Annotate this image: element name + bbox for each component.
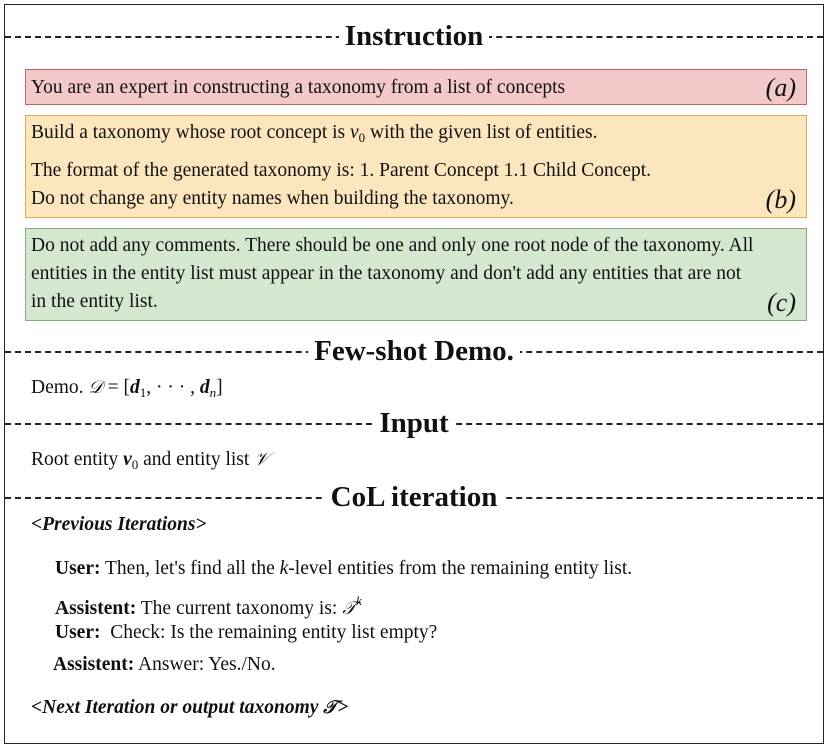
demo-dn-sub: n xyxy=(209,385,217,400)
next-iteration xyxy=(31,695,348,721)
root-var: v xyxy=(350,122,359,143)
box-c-text: Do not add any comments. There should be one and only one root node of the taxonomy. All entities in the entity list must appear in the taxonomy and don't add any entities that are not in the entity list. xyxy=(31,235,754,312)
box-a-tag: (a) xyxy=(765,73,796,102)
previous-iterations: <Previous Iterations> xyxy=(31,514,207,535)
instruction-box-b xyxy=(25,115,807,218)
demo-d1: d xyxy=(130,377,140,398)
input-line xyxy=(31,447,269,478)
box-b-line1-suffix: with the given list of entities. xyxy=(365,122,598,143)
box-b-tag: (b) xyxy=(765,185,796,214)
assistant2-text: Answer: Yes./No. xyxy=(134,654,276,675)
input-title: Input xyxy=(373,407,454,439)
box-a-text: You are an expert in constructing a taxonomy from a list of concepts xyxy=(31,77,566,98)
input-root-var: v xyxy=(123,449,132,470)
next-taxonomy-symbol: 𝒯 xyxy=(323,697,338,718)
next-prefix: <Next Iteration or output taxonomy xyxy=(31,697,324,718)
user2-text: Check: Is the remaining entity list empty? xyxy=(100,622,438,643)
demo-d1-sub: 1 xyxy=(139,385,147,400)
instruction-header xyxy=(5,18,823,54)
user1-text-a: Then, let's find all the xyxy=(100,558,280,579)
demo-dots: , · · · , xyxy=(146,377,200,398)
assistant-label: Assistent: xyxy=(55,598,137,619)
box-b-line1-prefix: Build a taxonomy whose root concept is xyxy=(31,122,350,143)
input-mid: and entity list xyxy=(138,449,255,470)
input-root-sub: 0 xyxy=(131,457,139,472)
input-entity-list-symbol: 𝒱 xyxy=(254,449,270,470)
demo-prefix: Demo. xyxy=(31,377,89,398)
box-b-line3: Do not change any entity names when building the taxonomy. xyxy=(31,188,514,209)
next-suffix: > xyxy=(337,697,349,718)
user-line-2 xyxy=(55,620,437,646)
box-b-line1 xyxy=(31,119,756,152)
user-label: User: xyxy=(55,622,101,643)
taxonomy-symbol: 𝒯 xyxy=(342,598,357,619)
assistant1-text: The current taxonomy is: xyxy=(136,598,343,619)
user-label: User: xyxy=(55,558,101,579)
demo-close: ] xyxy=(216,377,223,398)
fewshot-header xyxy=(5,333,823,369)
instruction-box-c xyxy=(25,228,807,321)
taxonomy-sup: k xyxy=(356,593,362,608)
demo-symbol: 𝒟 xyxy=(88,377,103,398)
col-header xyxy=(5,479,823,515)
assistant-line-1 xyxy=(55,588,362,622)
user-line-1 xyxy=(55,556,632,582)
demo-dn: d xyxy=(199,377,210,398)
assistant-label: Assistent: xyxy=(53,654,135,675)
k-var: k xyxy=(279,558,289,579)
user1-text-b: -level entities from the remaining entity list. xyxy=(288,558,633,579)
demo-eq: = [ xyxy=(102,377,131,398)
col-title: CoL iteration xyxy=(325,481,504,513)
box-b-line2: The format of the generated taxonomy is: 1. Parent Concept 1.1 Child Concept. xyxy=(31,160,652,181)
prompt-frame xyxy=(4,4,824,744)
input-header xyxy=(5,405,823,441)
input-prefix: Root entity xyxy=(31,449,124,470)
box-c-tag: (c) xyxy=(767,288,796,317)
assistant-line-2 xyxy=(53,652,276,678)
instruction-title: Instruction xyxy=(339,20,490,52)
instruction-box-a xyxy=(25,69,807,105)
fewshot-title: Few-shot Demo. xyxy=(308,335,520,367)
root-var-sub: 0 xyxy=(358,130,366,145)
demo-line xyxy=(31,375,223,406)
